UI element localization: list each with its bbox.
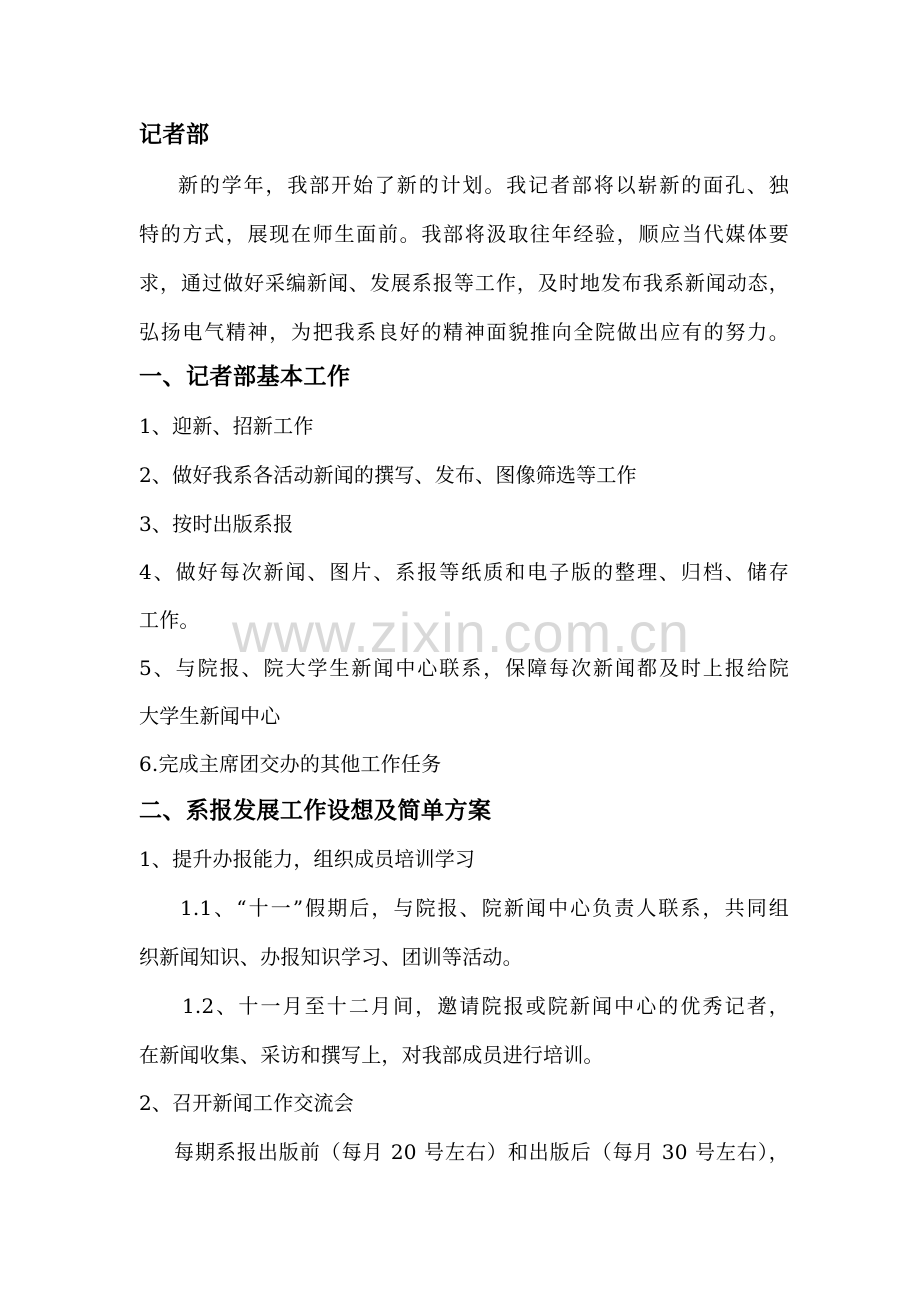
section2-line-7: 每期系报出版前（每月 20 号左右）和出版后（每月 30 号左右）， bbox=[174, 1140, 789, 1164]
section1-item-6: 6.完成主席团交办的其他工作任务 bbox=[139, 752, 442, 776]
section2-line-4: 1.2、十一月至十二月间，邀请院报或院新闻中心的优秀记者， bbox=[182, 994, 789, 1018]
section1-item-4: 4、做好每次新闻、图片、系报等纸质和电子版的整理、归档、储存 bbox=[139, 560, 789, 584]
section2-heading: 二、系报发展工作设想及简单方案 bbox=[139, 798, 492, 824]
section2-line-6: 2、召开新闻工作交流会 bbox=[139, 1091, 354, 1115]
intro-line-4: 弘扬电气精神，为把我系良好的精神面貌推向全院做出应有的努力。 bbox=[139, 320, 789, 344]
section1-item-3: 3、按时出版系报 bbox=[139, 512, 294, 536]
intro-line-2: 特的方式，展现在师生面前。我部将汲取往年经验，顺应当代媒体要 bbox=[139, 222, 789, 246]
section1-item-2: 2、做好我系各活动新闻的撰写、发布、图像筛选等工作 bbox=[139, 463, 637, 487]
intro-line-1: 新的学年，我部开始了新的计划。我记者部将以崭新的面孔、独 bbox=[178, 173, 789, 197]
section1-heading: 一、记者部基本工作 bbox=[139, 364, 351, 390]
section1-item-1: 1、迎新、招新工作 bbox=[139, 414, 314, 438]
watermark: www.zixin.com.cn bbox=[232, 601, 690, 664]
document-title: 记者部 bbox=[139, 122, 210, 148]
section2-line-5: 在新闻收集、采访和撰写上，对我部成员进行培训。 bbox=[139, 1043, 604, 1067]
section1-item-4-cont: 工作。 bbox=[139, 608, 200, 632]
section2-line-2: 1.1、“十一”假期后，与院报、院新闻中心负责人联系，共同组 bbox=[180, 896, 789, 920]
section2-line-3: 织新闻知识、办报知识学习、团训等活动。 bbox=[139, 945, 523, 969]
intro-line-3: 求，通过做好采编新闻、发展系报等工作，及时地发布我系新闻动态， bbox=[139, 271, 789, 295]
section1-item-5-cont: 大学生新闻中心 bbox=[139, 704, 281, 728]
section1-item-5: 5、与院报、院大学生新闻中心联系，保障每次新闻都及时上报给院 bbox=[139, 656, 789, 680]
section2-line-1: 1、提升办报能力，组织成员培训学习 bbox=[139, 847, 476, 871]
